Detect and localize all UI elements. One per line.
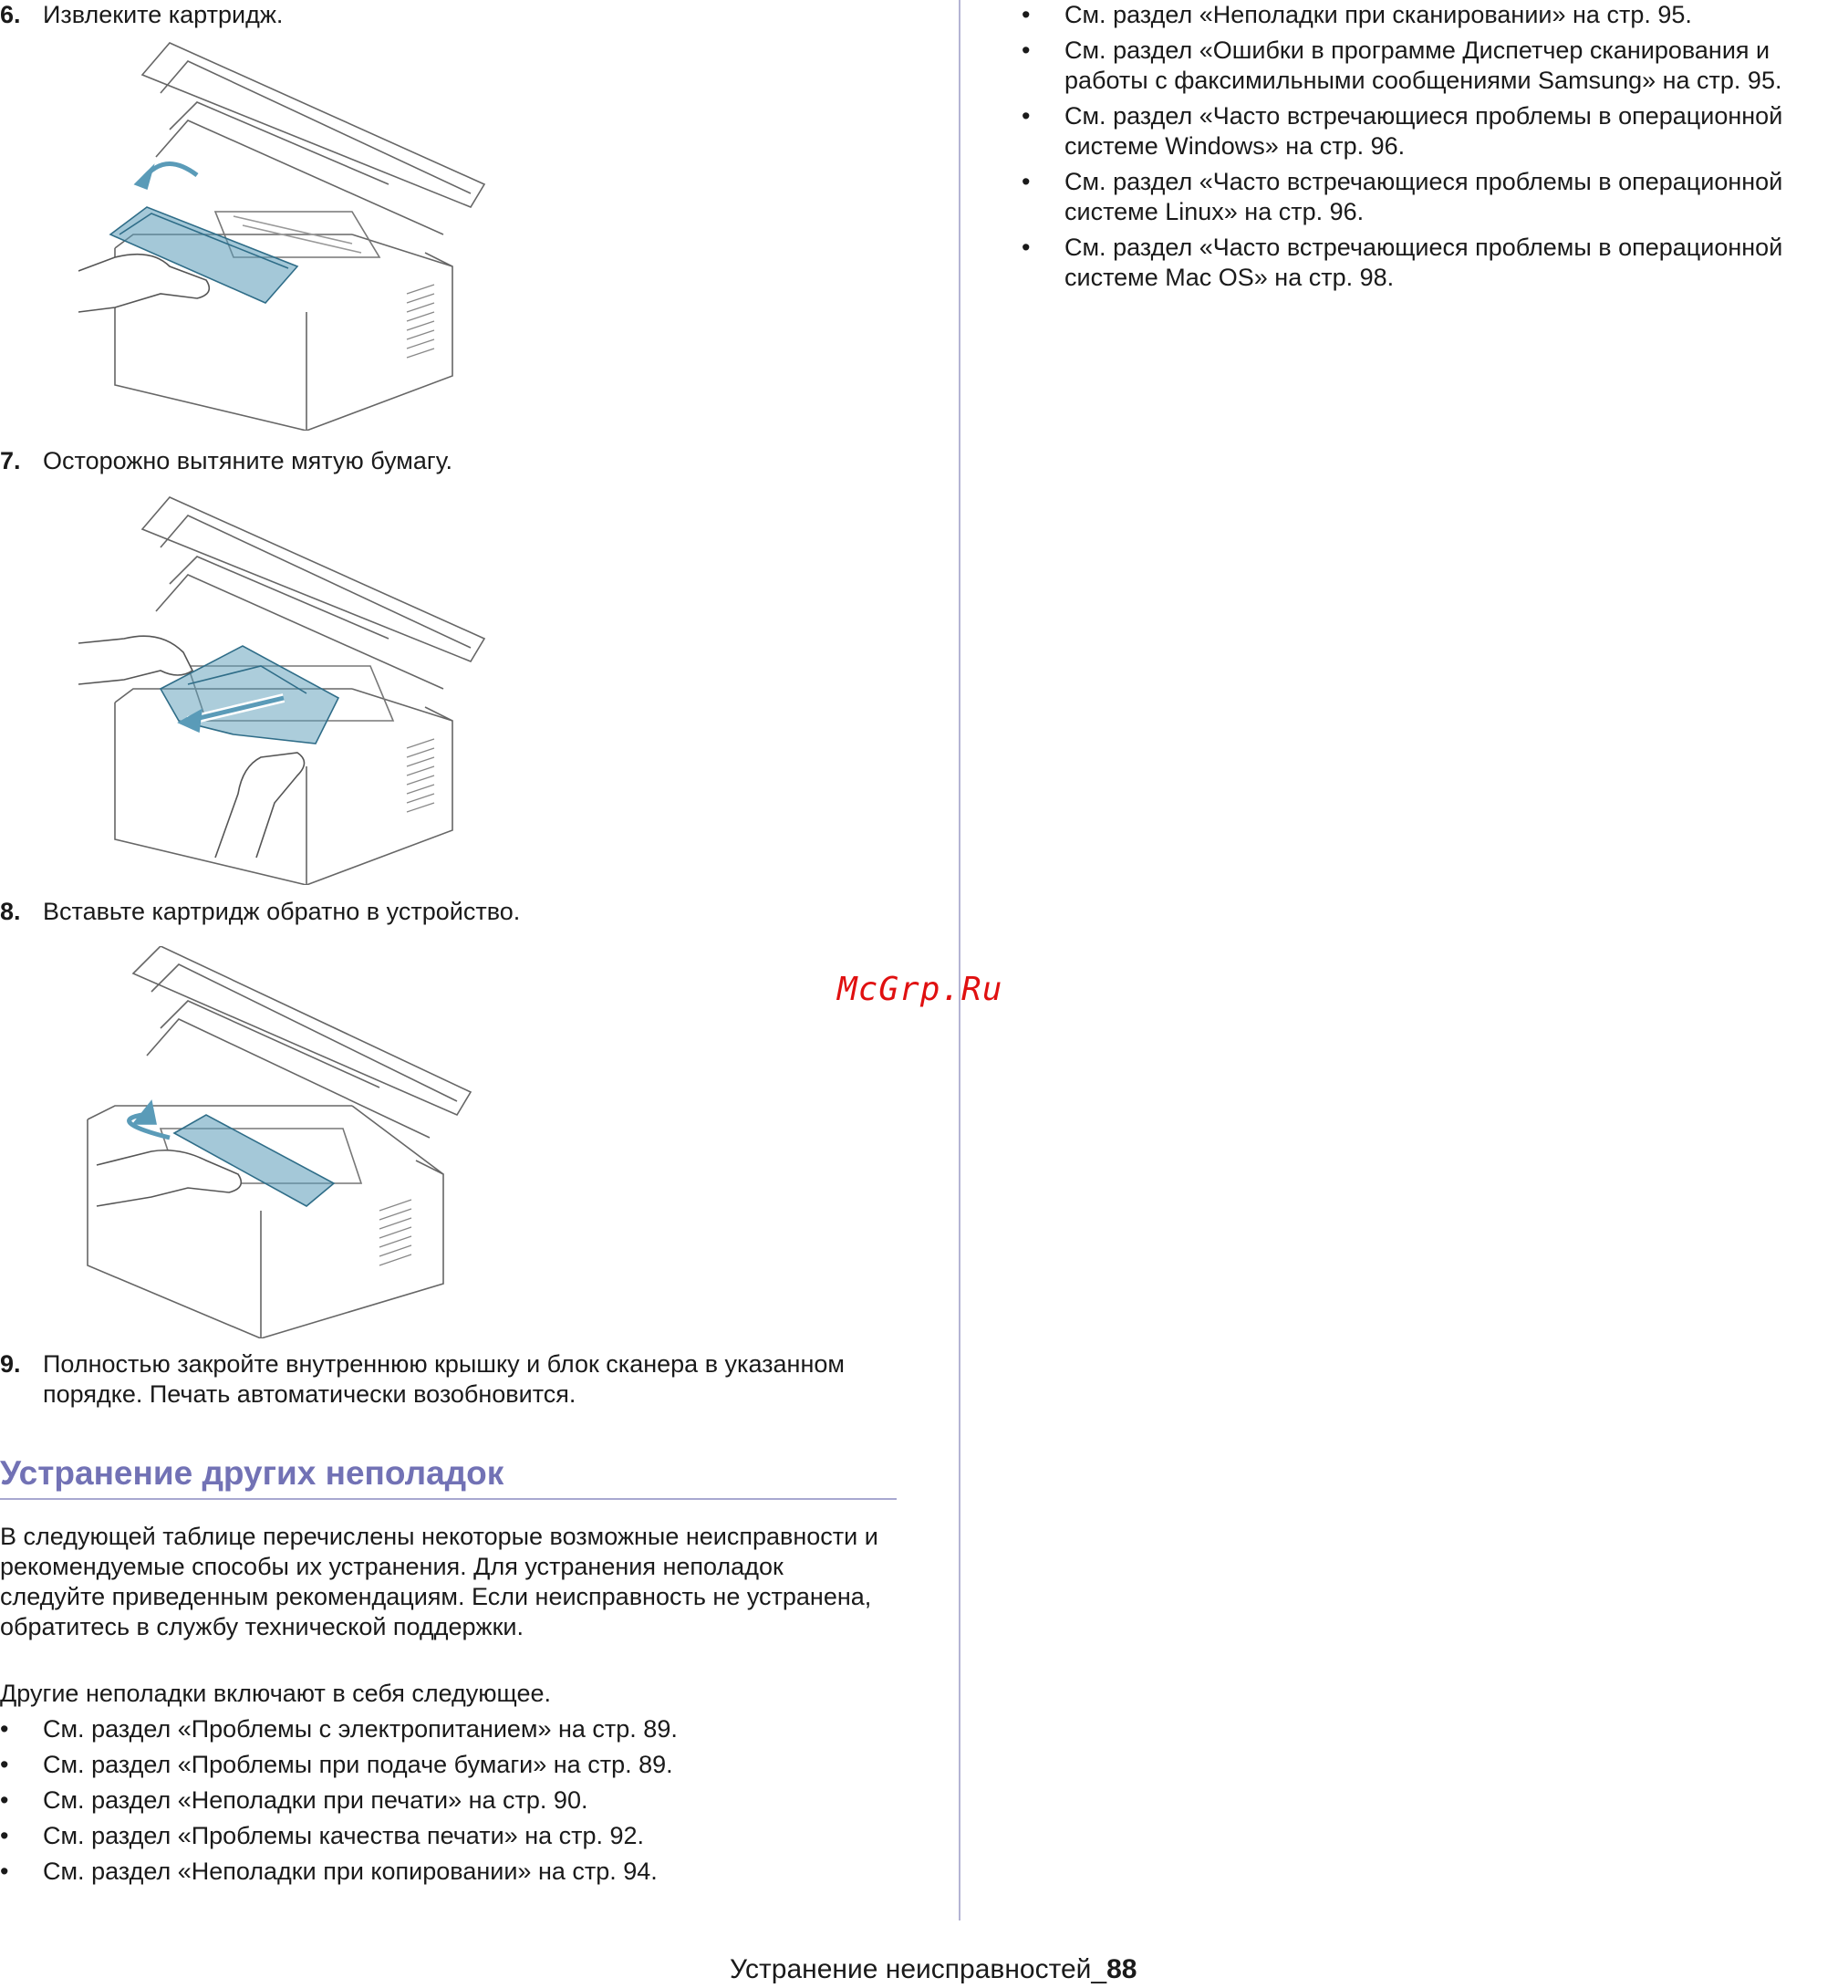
list-item-text: См. раздел «Часто встречающиеся проблемы в операционной системе Mac OS» на стр. 98. [1064,234,1783,291]
bullet-icon: • [1022,234,1031,261]
page-number: 88 [1106,1954,1137,1984]
step-text: Вставьте картридж обратно в устройство. [43,898,521,925]
section-lead-paragraph: Другие неполадки включают в себя следующее. [0,1680,551,1707]
column-divider [959,0,960,1920]
list-item [0,1821,678,1851]
list-item-text: См. раздел «Часто встречающиеся проблемы в операционной системе Linux» на стр. 96. [1064,168,1783,225]
bullet-icon: • [1022,168,1031,195]
list-item [1022,167,1843,227]
list-item-text: См. раздел «Неполадки при сканировании» на стр. 95. [1064,1,1692,28]
step-8 [0,897,898,927]
list-item-text: См. раздел «Ошибки в программе Диспетчер сканирования и работы с факсимильными сообщениями Samsung» на стр. 95. [1064,36,1782,94]
list-item [1022,0,1843,30]
step-number: 6. [0,1,21,28]
bullet-icon: • [0,1715,9,1743]
list-item-text: См. раздел «Проблемы качества печати» на стр. 92. [43,1822,645,1849]
list-item [1022,233,1843,293]
footer-label: Устранение неисправностей_ [730,1954,1107,1984]
printer-remove-cartridge-illustration [78,38,507,431]
list-item-text: См. раздел «Часто встречающиеся проблемы в операционной системе Windows» на стр. 96. [1064,102,1783,160]
bullet-icon: • [1022,102,1031,130]
printer-pull-paper-illustration [78,493,507,885]
list-item-text: См. раздел «Неполадки при копировании» на стр. 94. [43,1858,658,1885]
step-text: Полностью закройте внутреннюю крышку и блок сканера в указанном порядке. Печать автоматически возобновится. [43,1350,845,1408]
step-6 [0,0,898,30]
list-item-text: См. раздел «Неполадки при печати» на стр. 90. [43,1786,588,1814]
bullet-icon: • [1022,36,1031,64]
step-number: 8. [0,898,21,925]
watermark: McGrp.Ru [837,971,1003,1008]
list-item-text: См. раздел «Проблемы с электропитанием» на стр. 89. [43,1715,678,1743]
list-item [0,1857,678,1887]
list-item [0,1714,678,1744]
step-9 [0,1349,898,1410]
step-number: 9. [0,1350,21,1378]
right-problem-links-list [1022,0,1843,298]
bullet-icon: • [0,1786,9,1814]
step-7 [0,446,898,476]
list-item [0,1750,678,1780]
list-item-text: См. раздел «Проблемы при подаче бумаги» на стр. 89. [43,1751,673,1778]
bullet-icon: • [1022,1,1031,28]
section-heading: Устранение других неполадок [0,1452,897,1500]
printer-insert-cartridge-illustration [78,946,507,1338]
bullet-icon: • [0,1822,9,1849]
list-item [1022,36,1843,96]
step-text: Извлеките картридж. [43,1,284,28]
bullet-icon: • [0,1751,9,1778]
bullet-icon: • [0,1858,9,1885]
list-item [1022,101,1843,161]
page-footer [730,1953,1137,1986]
left-column [0,0,898,1934]
step-text: Осторожно вытяните мятую бумагу. [43,447,453,474]
list-item [0,1785,678,1816]
step-number: 7. [0,447,21,474]
problem-links-list [0,1714,678,1892]
section-intro-paragraph: В следующей таблице перечислены некоторые возможные неисправности и рекомендуемые способы их устранения. Для устранения неполадок следуйте приведенным рекомендациям. Если неисправность не устранена, обратитесь в службу технической поддержки. [0,1523,878,1640]
